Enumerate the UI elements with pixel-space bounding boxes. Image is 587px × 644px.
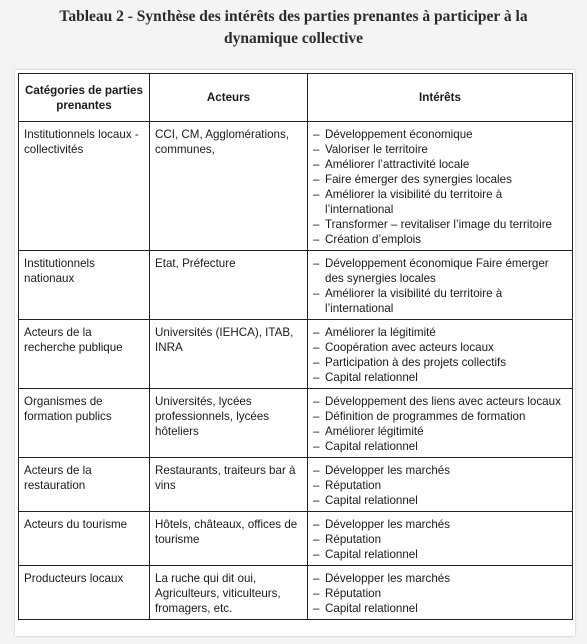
header-interests: Intérêts <box>308 74 573 122</box>
table-title <box>0 6 587 50</box>
category-cell: Acteurs du tourisme <box>19 512 150 566</box>
table-title-line-2: dynamique collective <box>223 30 364 47</box>
interest-item: – Réputation <box>313 532 567 547</box>
interests-list <box>313 325 567 385</box>
interest-item: – Valoriser le territoire <box>313 142 567 157</box>
interests-list <box>313 517 567 562</box>
interest-item: – Développer les marchés <box>313 571 567 586</box>
interests-cell <box>308 566 573 620</box>
table-row <box>19 320 573 389</box>
interests-cell <box>308 389 573 458</box>
interest-item: – Capital relationnel <box>313 547 567 562</box>
category-cell: Institutionnels nationaux <box>19 251 150 320</box>
table-row <box>19 251 573 320</box>
table-header-row <box>19 74 573 122</box>
interest-item: – Définition de programmes de formation <box>313 409 567 424</box>
interest-item: – Développement économique <box>313 127 567 142</box>
interests-list <box>313 463 567 508</box>
actors-cell: Universités (IEHCA), ITAB, INRA <box>150 320 308 389</box>
interest-item: – Coopération avec acteurs locaux <box>313 340 567 355</box>
table-row <box>19 122 573 251</box>
interests-list <box>313 127 567 247</box>
interests-list <box>313 394 567 454</box>
table-body <box>19 122 573 620</box>
actors-cell: Hôtels, châteaux, offices de tourisme <box>150 512 308 566</box>
interests-cell <box>308 122 573 251</box>
actors-cell: Etat, Préfecture <box>150 251 308 320</box>
interest-item: – Améliorer l’attractivité locale <box>313 157 567 172</box>
interest-item: – Capital relationnel <box>313 601 567 616</box>
interests-list <box>313 571 567 616</box>
interest-item: – Développer les marchés <box>313 463 567 478</box>
header-actors: Acteurs <box>150 74 308 122</box>
header-categories: Catégories de parties prenantes <box>19 74 150 122</box>
interest-item: – Développer les marchés <box>313 517 567 532</box>
interest-item: – Réputation <box>313 478 567 493</box>
interest-item: – Réputation <box>313 586 567 601</box>
interest-item: – Faire émerger des synergies locales <box>313 172 567 187</box>
actors-cell: Restaurants, traiteurs bar à vins <box>150 458 308 512</box>
interest-item: – Capital relationnel <box>313 439 567 454</box>
interest-item: – Capital relationnel <box>313 493 567 508</box>
category-cell: Institutionnels locaux - collectivités <box>19 122 150 251</box>
interest-item: – Améliorer légitimité <box>313 424 567 439</box>
stakeholder-table <box>18 73 573 620</box>
interest-item: – Améliorer la visibilité du territoire à l’international <box>313 187 567 217</box>
interest-item: – Transformer – revitaliser l’image du territoire <box>313 217 567 232</box>
interests-cell <box>308 512 573 566</box>
table-title-line-1: Tableau 2 - Synthèse des intérêts des parties prenantes à participer à la <box>59 8 528 25</box>
interests-list <box>313 256 567 316</box>
table-row <box>19 566 573 620</box>
category-cell: Acteurs de la restauration <box>19 458 150 512</box>
category-cell: Producteurs locaux <box>19 566 150 620</box>
interest-item: – Création d’emplois <box>313 232 567 247</box>
actors-cell: La ruche qui dit oui, Agriculteurs, viticulteurs, fromagers, etc. <box>150 566 308 620</box>
table-frame <box>15 70 575 636</box>
actors-cell: Universités, lycées professionnels, lycées hôteliers <box>150 389 308 458</box>
actors-cell: CCI, CM, Agglomérations, communes, <box>150 122 308 251</box>
category-cell: Acteurs de la recherche publique <box>19 320 150 389</box>
interest-item: – Développement des liens avec acteurs locaux <box>313 394 567 409</box>
table-row <box>19 389 573 458</box>
interests-cell <box>308 251 573 320</box>
interest-item: – Développement économique Faire émerger des synergies locales <box>313 256 567 286</box>
table-row <box>19 512 573 566</box>
interest-item: – Participation à des projets collectifs <box>313 355 567 370</box>
interest-item: – Capital relationnel <box>313 370 567 385</box>
interests-cell <box>308 320 573 389</box>
category-cell: Organismes de formation publics <box>19 389 150 458</box>
interest-item: – Améliorer la visibilité du territoire à l’international <box>313 286 567 316</box>
interests-cell <box>308 458 573 512</box>
table-row <box>19 458 573 512</box>
interest-item: – Améliorer la légitimité <box>313 325 567 340</box>
